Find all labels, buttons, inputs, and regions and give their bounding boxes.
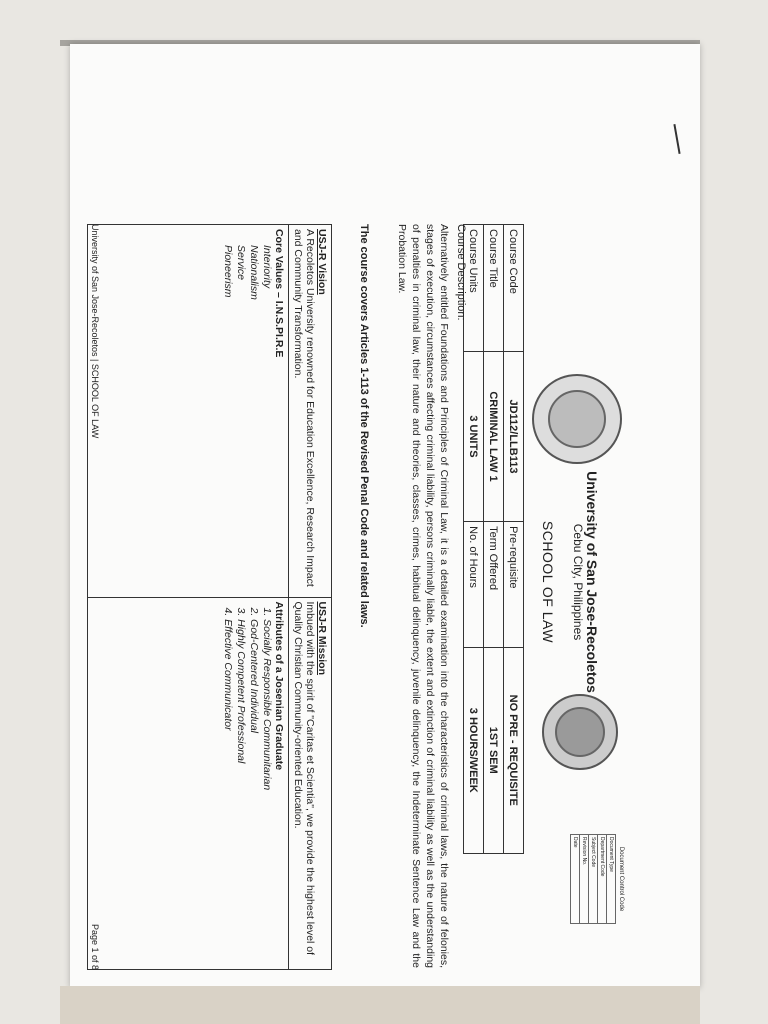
list-item: 1. Socially Responsible Communitarian <box>261 607 273 791</box>
page-number: Page 1 of 8 <box>90 923 100 970</box>
list-item: 4. Effective Communicator <box>221 607 234 731</box>
university-name: University of San Jose-Recoletos <box>584 471 600 693</box>
course-coverage: The course covers Articles 1-113 of the Revised Penal Code and related laws. <box>358 224 370 628</box>
document-control-title: Document Control Code <box>618 846 624 912</box>
course-code-label: Course Code <box>504 225 524 352</box>
mission-title: USJ-R Mission <box>316 601 328 676</box>
course-units-label: Course Units <box>464 225 484 352</box>
hours-label: No. of Hours <box>464 522 484 647</box>
list-item: 2. God-Centered Individual <box>247 607 260 733</box>
list-item: Nationalism <box>247 245 260 300</box>
vision-text: A Recoletos University renowned for Education Excellence, Research Impact and Community Transformation. <box>292 229 316 587</box>
term-label: Term Offered <box>484 522 504 647</box>
vision-cell <box>289 225 332 598</box>
footer-text: University of San Jose-Recoletos | SCHOOL OF LAW <box>90 224 100 439</box>
course-code: JD112/LLB113 <box>504 351 524 521</box>
control-field: Date <box>571 835 580 924</box>
hours-value: 3 HOURS/WEEK <box>464 647 484 853</box>
table-surface <box>60 986 700 1024</box>
list-item: Interiority <box>261 245 273 289</box>
core-values-title: Core Values – I.N.S.PI.R.E <box>273 229 285 358</box>
course-info-table <box>463 224 524 854</box>
prereq-value: NO PRE - REQUISITE <box>504 647 524 853</box>
attributes-title: Attributes of a Josenian Graduate <box>273 601 285 771</box>
core-values-list <box>221 229 274 593</box>
list-item: Service <box>234 245 247 281</box>
school-of-law-seal <box>542 694 618 770</box>
mission-cell <box>289 597 332 970</box>
university-city: Cebu City, Philippines <box>570 523 585 641</box>
rotated-page <box>70 44 700 988</box>
document-control-box <box>570 834 624 924</box>
list-item: Pioneerism <box>221 245 234 298</box>
course-units: 3 UNITS <box>464 351 484 521</box>
vision-mission-table <box>87 224 332 970</box>
core-values-cell <box>88 225 289 598</box>
course-title: CRIMINAL LAW 1 <box>484 351 504 521</box>
control-field: Subject Code <box>589 835 598 924</box>
course-title-label: Course Title <box>484 225 504 352</box>
letterhead <box>540 462 600 702</box>
vision-title: USJ-R Vision <box>316 229 328 295</box>
course-description: Alternatively entitled Foundations and Principles of Criminal Law, it is a detailed examination into the characteristics of criminal laws, the nature of felonies, stages of execution, circumstances affecting criminal liability, persons criminally liable, the extent and extinction of criminal liability as well as the understanding of penalties in criminal law, their nature and theories, classes, crimes, habitual delinquency, juvenile delinquency, the Indeterminate Sentence Law and the Probation Law. <box>396 224 450 968</box>
term-value: 1ST SEM <box>484 647 504 853</box>
list-item: 3. Highly Competent Professional <box>234 607 247 764</box>
control-field: Revision No. <box>580 835 589 924</box>
control-field: Department Code <box>598 835 607 924</box>
description-label: Course Description: <box>455 224 467 321</box>
university-seal <box>532 374 622 464</box>
prereq-label: Pre-requisite <box>504 522 524 647</box>
mission-text: Imbued with the spirit of "Caritas et Scientia", we provide the highest level of Quality Christian Community-oriented Education. <box>292 601 316 956</box>
attributes-list <box>221 602 274 966</box>
school-name: SCHOOL OF LAW <box>540 520 557 644</box>
pen-mark <box>673 124 680 154</box>
page-footer <box>90 224 100 970</box>
attributes-cell <box>88 597 289 970</box>
control-field: Document Type <box>607 835 616 924</box>
